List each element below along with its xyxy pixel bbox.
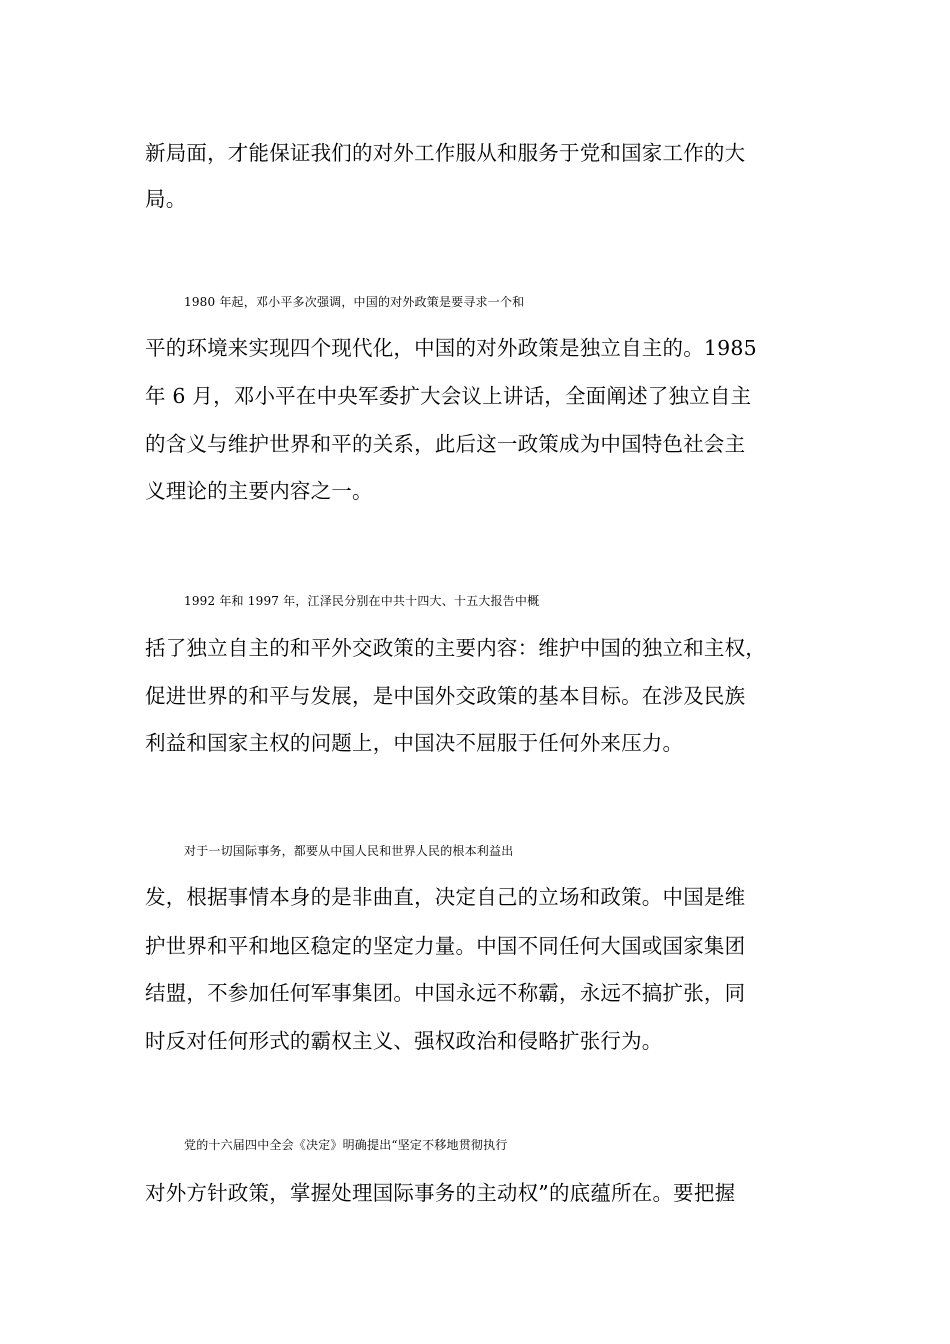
- paragraph-4-line-4: 结盟，不参加任何军事集团。中国永远不称霸，永远不搞扩张，同: [145, 981, 746, 1005]
- paragraph-4-line-5: 时反对任何形式的霸权主义、强权政治和侵略扩张行为。: [145, 1029, 663, 1053]
- paragraph-3-line-1: 1992 年和 1997 年，江泽民分别在中共十四大、十五大报告中概: [184, 594, 540, 608]
- paragraph-5-line-1: 党的十六届四中全会《决定》明确提出“坚定不移地贯彻执行: [184, 1138, 508, 1152]
- paragraph-1-line-2: 局。: [145, 187, 187, 211]
- paragraph-3-line-3: 促进世界的和平与发展，是中国外交政策的基本目标。在涉及民族: [145, 684, 746, 708]
- paragraph-4-line-3: 护世界和平和地区稳定的坚定力量。中国不同任何大国或国家集团: [145, 934, 746, 958]
- paragraph-5-line-2: 对外方针政策，掌握处理国际事务的主动权”的底蕴所在。要把握: [145, 1181, 736, 1205]
- paragraph-3-line-2: 括了独立自主的和平外交政策的主要内容：维护中国的独立和主权，: [145, 636, 766, 660]
- paragraph-3-line-4: 利益和国家主权的问题上，中国决不屈服于任何外来压力。: [145, 731, 684, 755]
- paragraph-1-line-1: 新局面，才能保证我们的对外工作服从和服务于党和国家工作的大: [145, 141, 746, 165]
- paragraph-4-line-2: 发，根据事情本身的是非曲直，决定自己的立场和政策。中国是维: [145, 885, 746, 909]
- paragraph-2-line-2: 平的环境来实现四个现代化，中国的对外政策是独立自主的。1985: [145, 336, 757, 360]
- paragraph-2-line-1: 1980 年起，邓小平多次强调，中国的对外政策是要寻求一个和: [184, 295, 525, 309]
- paragraph-2-line-5: 义理论的主要内容之一。: [145, 479, 373, 503]
- paragraph-4-line-1: 对于一切国际事务，都要从中国人民和世界人民的根本利益出: [184, 844, 514, 858]
- paragraph-2-line-4: 的含义与维护世界和平的关系，此后这一政策成为中国特色社会主: [145, 432, 746, 456]
- paragraph-2-line-3: 年 6 月，邓小平在中央军委扩大会议上讲话，全面阐述了独立自主: [145, 384, 752, 408]
